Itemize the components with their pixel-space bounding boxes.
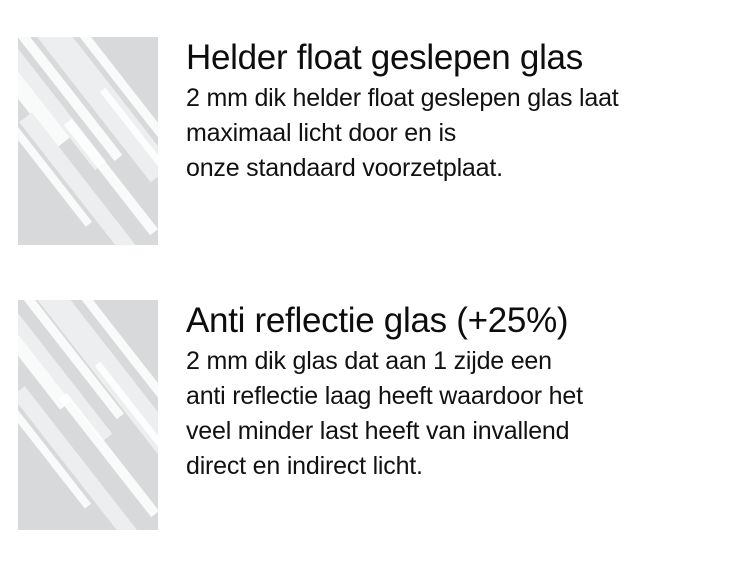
glass-option-line: maximaal licht door en is [186,119,457,147]
glass-option-line: onze standaard voorzetplaat. [186,154,503,182]
anti-reflective-glass-swatch [18,300,158,530]
glass-option-heading: Anti reflectie glas (+25%) [186,301,569,340]
glass-option-text [186,300,746,484]
glass-option-entry [18,37,746,245]
glass-option-line: 2 mm dik helder float geslepen glas laat [186,84,619,112]
glass-option-entry [18,300,746,530]
glass-option-line: direct en indirect licht. [186,452,423,480]
glass-option-line: veel minder last heeft van invallend [186,417,570,445]
glass-option-line: 2 mm dik glas dat aan 1 zijde een [186,347,552,375]
glass-option-line: anti reflectie laag heeft waardoor het [186,382,583,410]
clear-float-glass-swatch [18,37,158,245]
glass-option-heading: Helder float geslepen glas [186,38,583,77]
glass-option-text [186,37,746,186]
